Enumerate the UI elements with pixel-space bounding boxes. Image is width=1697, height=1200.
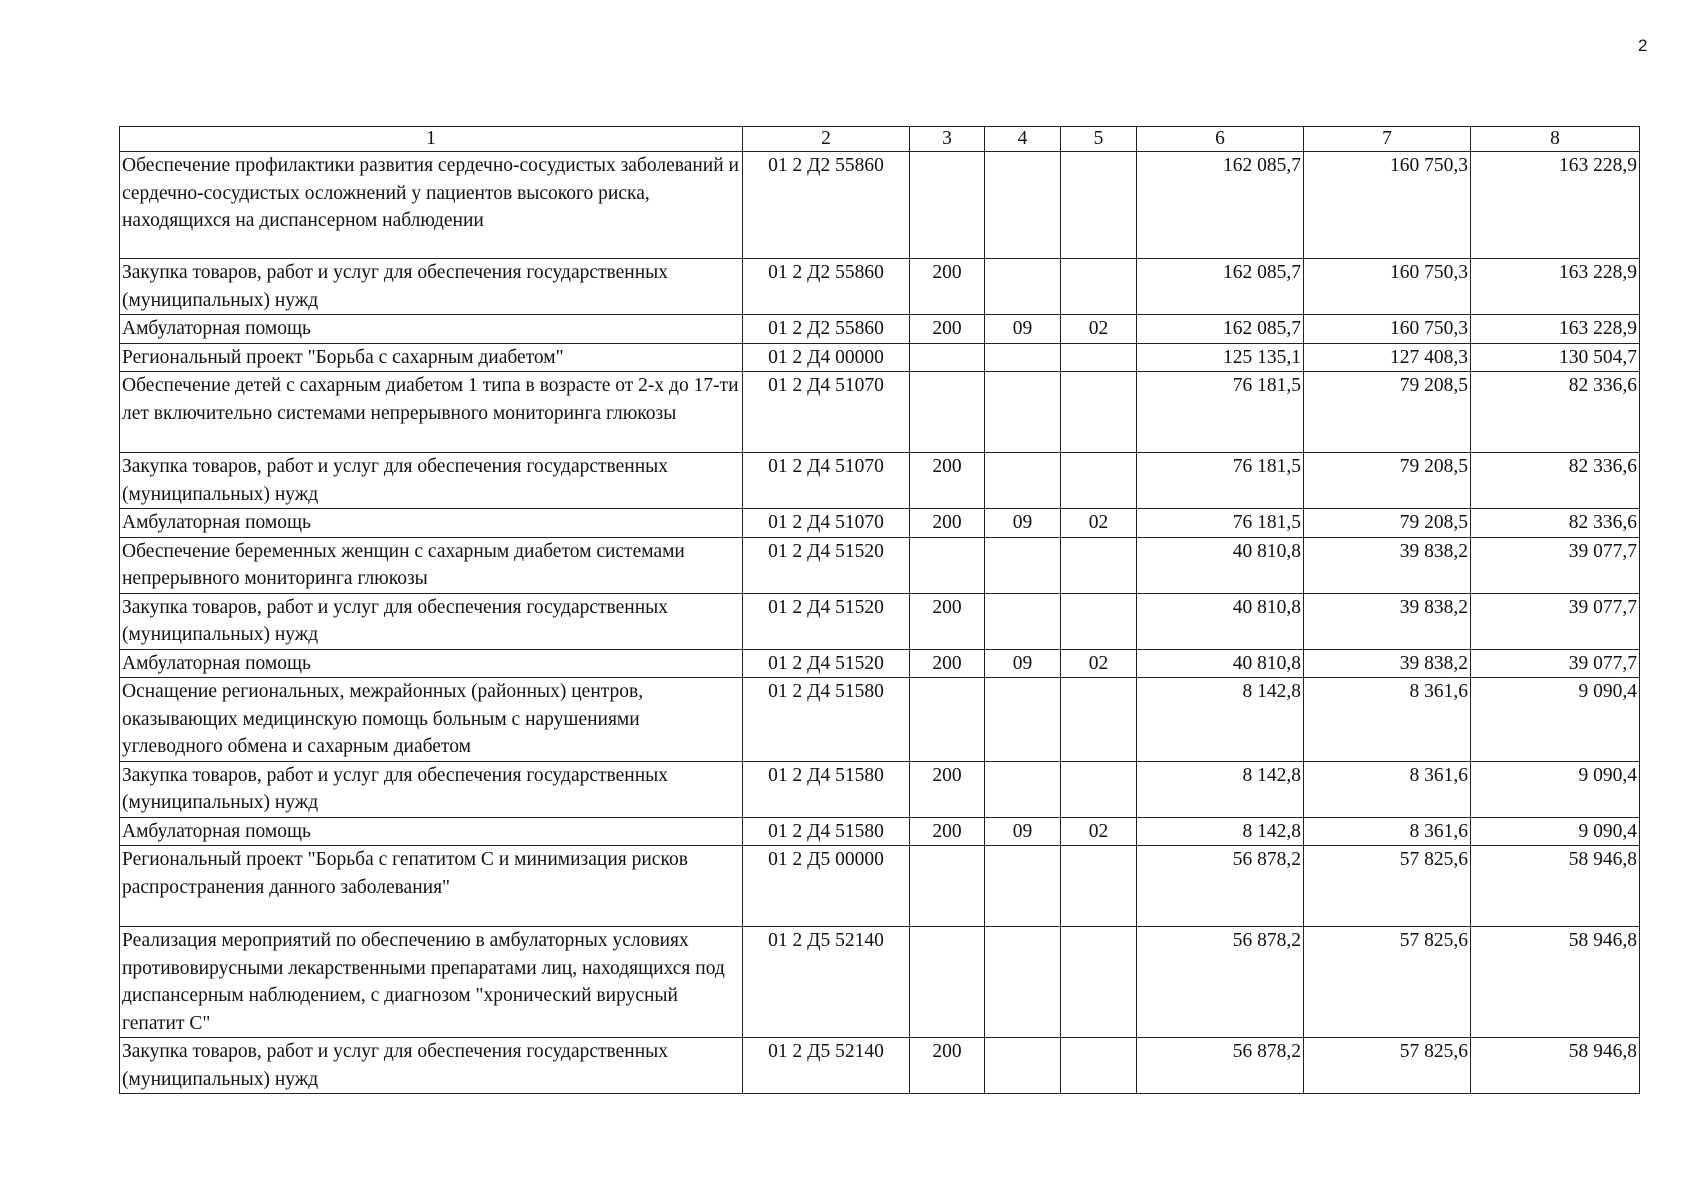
- row-value8-cell: 39 077,7: [1471, 537, 1640, 593]
- row-col4-cell: [985, 259, 1061, 315]
- row-value6-cell: 162 085,7: [1137, 259, 1304, 315]
- row-value6-cell: 40 810,8: [1137, 537, 1304, 593]
- table-row: [120, 372, 1640, 453]
- table-row: [120, 846, 1640, 927]
- row-value8-cell: 82 336,6: [1471, 372, 1640, 453]
- row-col4-cell: [985, 678, 1061, 762]
- row-col3-cell: [910, 846, 985, 927]
- table-row: [120, 509, 1640, 538]
- table-row: [120, 315, 1640, 344]
- row-value7-cell: 79 208,5: [1304, 509, 1471, 538]
- row-code-cell: 01 2 Д4 51580: [743, 761, 910, 817]
- row-value6-cell: 76 181,5: [1137, 372, 1304, 453]
- row-col4-cell: [985, 537, 1061, 593]
- row-code-cell: 01 2 Д4 51520: [743, 593, 910, 649]
- column-header: 3: [910, 127, 985, 152]
- row-code-cell: 01 2 Д4 51070: [743, 509, 910, 538]
- row-value8-cell: 163 228,9: [1471, 259, 1640, 315]
- row-value7-cell: 39 838,2: [1304, 593, 1471, 649]
- row-col4-cell: [985, 593, 1061, 649]
- row-col4-cell: [985, 761, 1061, 817]
- row-value8-cell: 58 946,8: [1471, 846, 1640, 927]
- row-value8-cell: 82 336,6: [1471, 453, 1640, 509]
- row-name-cell: Закупка товаров, работ и услуг для обеспечения государственных (муниципальных) нужд: [120, 593, 743, 649]
- row-value6-cell: 56 878,2: [1137, 846, 1304, 927]
- row-col5-cell: [1061, 372, 1137, 453]
- row-name-cell: Амбулаторная помощь: [120, 509, 743, 538]
- table-row: [120, 537, 1640, 593]
- row-col5-cell: [1061, 846, 1137, 927]
- row-col3-cell: 200: [910, 761, 985, 817]
- row-name-cell: Закупка товаров, работ и услуг для обеспечения государственных (муниципальных) нужд: [120, 259, 743, 315]
- table-row: [120, 152, 1640, 259]
- row-col4-cell: [985, 372, 1061, 453]
- row-col4-cell: [985, 343, 1061, 372]
- row-name-cell: Обеспечение профилактики развития сердечно-сосудистых заболеваний и сердечно-сосудистых осложнений у пациентов высокого риска, находящихся на диспансерном наблюдении: [120, 152, 743, 259]
- row-value8-cell: 163 228,9: [1471, 152, 1640, 259]
- table-row: [120, 1038, 1640, 1094]
- row-col4-cell: [985, 1038, 1061, 1094]
- row-name-cell: Закупка товаров, работ и услуг для обеспечения государственных (муниципальных) нужд: [120, 453, 743, 509]
- column-header: 6: [1137, 127, 1304, 152]
- row-code-cell: 01 2 Д4 51070: [743, 372, 910, 453]
- row-col5-cell: 02: [1061, 315, 1137, 344]
- table-row: [120, 343, 1640, 372]
- row-col5-cell: [1061, 453, 1137, 509]
- row-col5-cell: [1061, 259, 1137, 315]
- row-code-cell: 01 2 Д4 51520: [743, 537, 910, 593]
- column-header: 7: [1304, 127, 1471, 152]
- row-value6-cell: 125 135,1: [1137, 343, 1304, 372]
- row-value6-cell: 56 878,2: [1137, 927, 1304, 1038]
- row-value6-cell: 76 181,5: [1137, 453, 1304, 509]
- row-code-cell: 01 2 Д4 00000: [743, 343, 910, 372]
- row-name-cell: Закупка товаров, работ и услуг для обеспечения государственных (муниципальных) нужд: [120, 761, 743, 817]
- budget-table: [119, 126, 1640, 1094]
- row-code-cell: 01 2 Д4 51580: [743, 678, 910, 762]
- column-header: 5: [1061, 127, 1137, 152]
- table-row: [120, 649, 1640, 678]
- row-code-cell: 01 2 Д5 52140: [743, 1038, 910, 1094]
- row-col5-cell: [1061, 152, 1137, 259]
- row-col5-cell: [1061, 761, 1137, 817]
- row-value8-cell: 58 946,8: [1471, 1038, 1640, 1094]
- table-row: [120, 593, 1640, 649]
- row-value7-cell: 8 361,6: [1304, 761, 1471, 817]
- row-value8-cell: 58 946,8: [1471, 927, 1640, 1038]
- row-value8-cell: 9 090,4: [1471, 678, 1640, 762]
- row-code-cell: 01 2 Д4 51070: [743, 453, 910, 509]
- row-col3-cell: [910, 343, 985, 372]
- row-name-cell: Амбулаторная помощь: [120, 649, 743, 678]
- row-col3-cell: [910, 678, 985, 762]
- row-col5-cell: [1061, 343, 1137, 372]
- row-value6-cell: 8 142,8: [1137, 761, 1304, 817]
- row-col3-cell: 200: [910, 315, 985, 344]
- row-value6-cell: 40 810,8: [1137, 649, 1304, 678]
- row-col3-cell: [910, 927, 985, 1038]
- row-value8-cell: 39 077,7: [1471, 649, 1640, 678]
- row-col3-cell: 200: [910, 649, 985, 678]
- row-value7-cell: 8 361,6: [1304, 678, 1471, 762]
- row-col3-cell: 200: [910, 817, 985, 846]
- row-col4-cell: [985, 927, 1061, 1038]
- row-col5-cell: 02: [1061, 649, 1137, 678]
- row-col3-cell: 200: [910, 259, 985, 315]
- row-value8-cell: 163 228,9: [1471, 315, 1640, 344]
- row-value7-cell: 57 825,6: [1304, 1038, 1471, 1094]
- column-header: 1: [120, 127, 743, 152]
- row-code-cell: 01 2 Д5 52140: [743, 927, 910, 1038]
- table-row: [120, 927, 1640, 1038]
- row-value8-cell: 130 504,7: [1471, 343, 1640, 372]
- row-name-cell: Амбулаторная помощь: [120, 817, 743, 846]
- column-header: 4: [985, 127, 1061, 152]
- row-col3-cell: [910, 152, 985, 259]
- row-code-cell: 01 2 Д2 55860: [743, 315, 910, 344]
- row-col4-cell: [985, 846, 1061, 927]
- row-code-cell: 01 2 Д2 55860: [743, 259, 910, 315]
- row-value7-cell: 160 750,3: [1304, 259, 1471, 315]
- row-value6-cell: 40 810,8: [1137, 593, 1304, 649]
- row-value7-cell: 39 838,2: [1304, 649, 1471, 678]
- table-row: [120, 259, 1640, 315]
- row-value8-cell: 9 090,4: [1471, 761, 1640, 817]
- row-col5-cell: 02: [1061, 509, 1137, 538]
- column-header: 2: [743, 127, 910, 152]
- row-value7-cell: 79 208,5: [1304, 372, 1471, 453]
- row-name-cell: Амбулаторная помощь: [120, 315, 743, 344]
- row-value7-cell: 8 361,6: [1304, 817, 1471, 846]
- row-col3-cell: [910, 372, 985, 453]
- row-value6-cell: 76 181,5: [1137, 509, 1304, 538]
- row-value7-cell: 57 825,6: [1304, 927, 1471, 1038]
- row-col4-cell: 09: [985, 509, 1061, 538]
- row-value8-cell: 39 077,7: [1471, 593, 1640, 649]
- row-name-cell: Региональный проект "Борьба с гепатитом С и минимизация рисков распространения данного заболевания": [120, 846, 743, 927]
- row-name-cell: Реализация мероприятий по обеспечению в амбулаторных условиях противовирусными лекарственными препаратами лиц, находящихся под диспансерным наблюдением, с диагнозом "хронический вирусный гепатит С": [120, 927, 743, 1038]
- row-code-cell: 01 2 Д2 55860: [743, 152, 910, 259]
- row-col3-cell: 200: [910, 509, 985, 538]
- row-value7-cell: 127 408,3: [1304, 343, 1471, 372]
- row-code-cell: 01 2 Д4 51580: [743, 817, 910, 846]
- row-col5-cell: [1061, 1038, 1137, 1094]
- row-value7-cell: 57 825,6: [1304, 846, 1471, 927]
- table-row: [120, 817, 1640, 846]
- row-col5-cell: [1061, 537, 1137, 593]
- row-col3-cell: 200: [910, 593, 985, 649]
- row-value6-cell: 8 142,8: [1137, 678, 1304, 762]
- row-col5-cell: [1061, 593, 1137, 649]
- page-number: 2: [1638, 36, 1648, 55]
- table-row: [120, 678, 1640, 762]
- row-value8-cell: 9 090,4: [1471, 817, 1640, 846]
- row-col5-cell: [1061, 927, 1137, 1038]
- row-col3-cell: 200: [910, 453, 985, 509]
- row-col4-cell: [985, 453, 1061, 509]
- row-name-cell: Обеспечение беременных женщин с сахарным диабетом системами непрерывного мониторинга глюкозы: [120, 537, 743, 593]
- table-row: [120, 761, 1640, 817]
- row-value8-cell: 82 336,6: [1471, 509, 1640, 538]
- row-value7-cell: 160 750,3: [1304, 152, 1471, 259]
- row-col3-cell: 200: [910, 1038, 985, 1094]
- row-value7-cell: 160 750,3: [1304, 315, 1471, 344]
- row-col4-cell: 09: [985, 817, 1061, 846]
- row-value7-cell: 39 838,2: [1304, 537, 1471, 593]
- row-col5-cell: [1061, 678, 1137, 762]
- row-name-cell: Региональный проект "Борьба с сахарным диабетом": [120, 343, 743, 372]
- table-body: [120, 152, 1640, 1094]
- row-code-cell: 01 2 Д5 00000: [743, 846, 910, 927]
- header-row: [120, 127, 1640, 152]
- row-name-cell: Оснащение региональных, межрайонных (районных) центров, оказывающих медицинскую помощь больным с нарушениями углеводного обмена и сахарным диабетом: [120, 678, 743, 762]
- row-value6-cell: 162 085,7: [1137, 152, 1304, 259]
- row-value7-cell: 79 208,5: [1304, 453, 1471, 509]
- row-value6-cell: 162 085,7: [1137, 315, 1304, 344]
- table-row: [120, 453, 1640, 509]
- row-col4-cell: 09: [985, 649, 1061, 678]
- row-name-cell: Обеспечение детей с сахарным диабетом 1 типа в возрасте от 2-х до 17-ти лет включительно системами непрерывного мониторинга глюкозы: [120, 372, 743, 453]
- row-col4-cell: [985, 152, 1061, 259]
- row-value6-cell: 8 142,8: [1137, 817, 1304, 846]
- row-code-cell: 01 2 Д4 51520: [743, 649, 910, 678]
- row-col5-cell: 02: [1061, 817, 1137, 846]
- row-col4-cell: 09: [985, 315, 1061, 344]
- row-col3-cell: [910, 537, 985, 593]
- column-header: 8: [1471, 127, 1640, 152]
- row-name-cell: Закупка товаров, работ и услуг для обеспечения государственных (муниципальных) нужд: [120, 1038, 743, 1094]
- row-value6-cell: 56 878,2: [1137, 1038, 1304, 1094]
